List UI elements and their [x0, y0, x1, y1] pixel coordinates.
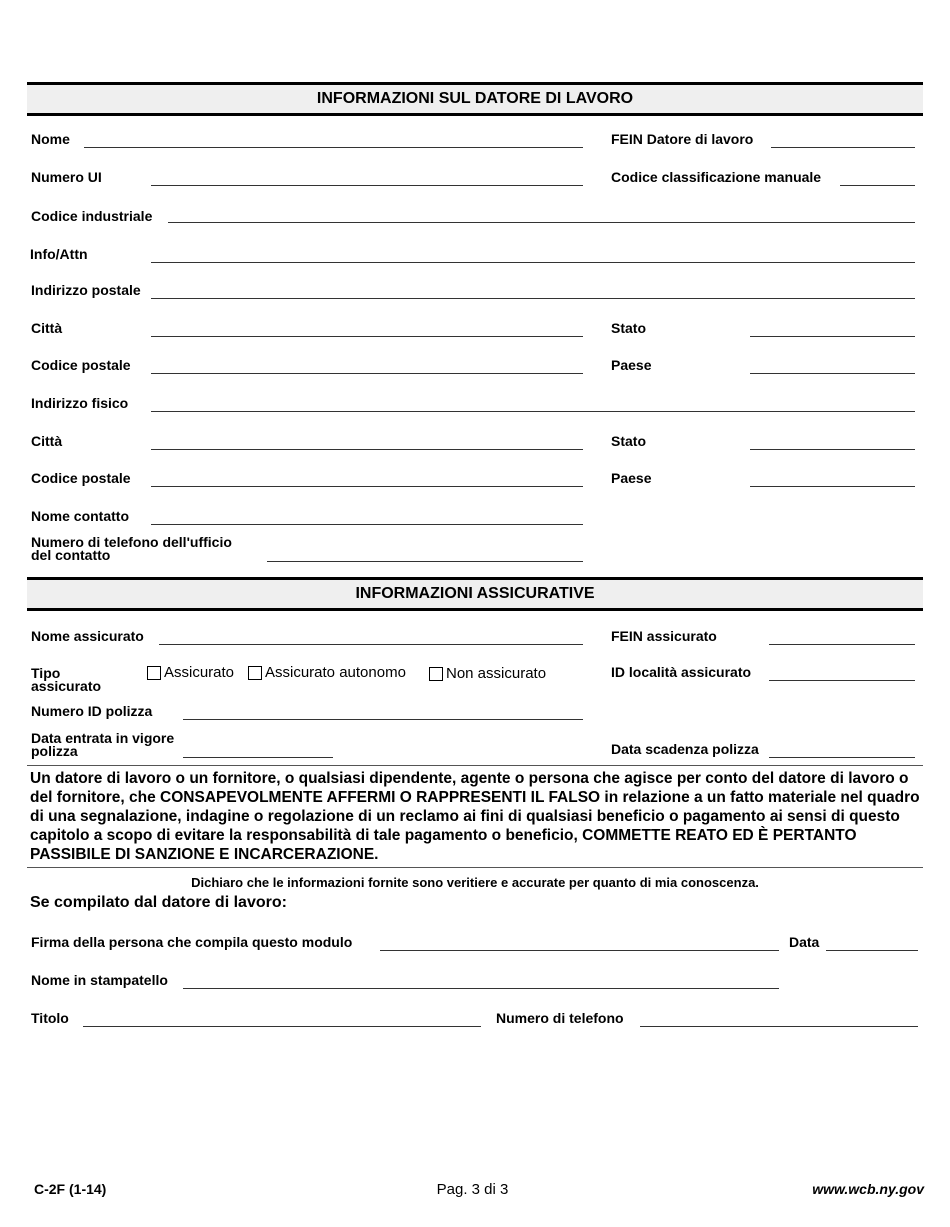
- option-self-insured-label: Assicurato autonomo: [265, 664, 406, 681]
- signature-field[interactable]: [380, 950, 779, 951]
- warning-bottom-rule: [27, 867, 923, 868]
- warning-top-rule: [27, 765, 923, 766]
- mailing-address-label: Indirizzo postale: [31, 282, 141, 298]
- insured-type-label-line2: assicurato: [31, 678, 102, 694]
- info-attn-label: Info/Attn: [30, 246, 88, 262]
- printed-name-label: Nome in stampatello: [31, 972, 168, 988]
- printed-name-field[interactable]: [183, 988, 779, 989]
- page-number: Pag. 3 di 3: [436, 1181, 509, 1198]
- policy-id-field[interactable]: [183, 719, 583, 720]
- contact-phone-label-line1: Numero di telefono dell'ufficio: [31, 534, 232, 550]
- signature-section-heading: Se compilato dal datore di lavoro:: [30, 894, 287, 911]
- website-link[interactable]: www.wcb.ny.gov: [812, 1181, 924, 1197]
- phone-label: Numero di telefono: [496, 1010, 624, 1026]
- physical-city-field[interactable]: [151, 449, 583, 450]
- mailing-country-field[interactable]: [750, 373, 915, 374]
- mailing-city-field[interactable]: [151, 336, 583, 337]
- effective-date-field[interactable]: [183, 757, 333, 758]
- insured-type-label: [31, 667, 101, 693]
- mailing-state-label: Stato: [611, 320, 646, 336]
- physical-postal-code-label: Codice postale: [31, 470, 131, 486]
- employer-name-label: Nome: [31, 131, 70, 147]
- date-label: Data: [789, 934, 820, 950]
- expiration-date-field[interactable]: [769, 757, 915, 758]
- checkbox-insured[interactable]: [147, 666, 161, 680]
- mailing-city-label: Città: [31, 320, 63, 336]
- employer-fein-field[interactable]: [771, 147, 915, 148]
- declaration-text: Dichiaro che le informazioni fornite sono veritiere e accurate per quanto di mia conoscenza.: [191, 875, 759, 890]
- insured-fein-field[interactable]: [769, 644, 915, 645]
- manual-class-code-label: Codice classificazione manuale: [611, 169, 822, 185]
- employer-fein-label: FEIN Datore di lavoro: [611, 131, 754, 147]
- option-insured[interactable]: [147, 664, 234, 682]
- title-field[interactable]: [83, 1026, 481, 1027]
- insured-name-field[interactable]: [159, 644, 583, 645]
- physical-state-field[interactable]: [750, 449, 915, 450]
- form-id: C-2F (1-14): [34, 1181, 107, 1197]
- physical-address-field[interactable]: [151, 411, 915, 412]
- mailing-country-label: Paese: [611, 357, 652, 373]
- insured-location-id-field[interactable]: [769, 680, 915, 681]
- checkbox-self-insured[interactable]: [248, 666, 262, 680]
- industry-code-label: Codice industriale: [31, 208, 153, 224]
- employer-section-header: INFORMAZIONI SUL DATORE DI LAVORO: [27, 82, 923, 116]
- effective-date-label-line1: Data entrata in vigore: [31, 730, 175, 746]
- option-self-insured[interactable]: [248, 664, 406, 682]
- contact-phone-label: [31, 536, 232, 562]
- option-non-insured[interactable]: [429, 665, 546, 683]
- date-field[interactable]: [826, 950, 918, 951]
- checkbox-non-insured[interactable]: [429, 667, 443, 681]
- expiration-date-label: Data scadenza polizza: [611, 741, 759, 757]
- physical-country-label: Paese: [611, 470, 652, 486]
- mailing-postal-code-field[interactable]: [151, 373, 583, 374]
- industry-code-field[interactable]: [168, 222, 915, 223]
- policy-id-label: Numero ID polizza: [31, 703, 153, 719]
- title-label: Titolo: [31, 1010, 69, 1026]
- physical-postal-code-field[interactable]: [151, 486, 583, 487]
- manual-class-code-field[interactable]: [840, 185, 915, 186]
- mailing-postal-code-label: Codice postale: [31, 357, 131, 373]
- contact-phone-label-line2: del contatto: [31, 547, 111, 563]
- mailing-address-field[interactable]: [151, 298, 915, 299]
- effective-date-label: [31, 732, 174, 758]
- ui-number-field[interactable]: [151, 185, 583, 186]
- fraud-warning: Un datore di lavoro o un fornitore, o qualsiasi dipendente, agente o persona che agisce per conto del datore di lavoro o del fornitore, che CONSAPEVOLMENTE AFFERMI O RAPPRESENTI IL FALSO in relazione a un fatto materiale nel quadro di una segnalazione, indagine o regolazione di un reclamo ai fini di qualsiasi beneficio o pagamento ai sensi di questo capitolo a scopo di evitare la responsabilità di tale pagamento o beneficio, COMMETTE REATO ED È PERTANTO PASSIBILE DI SANZIONE E INCARCERAZIONE.: [30, 770, 920, 863]
- effective-date-label-line2: polizza: [31, 743, 78, 759]
- contact-phone-field[interactable]: [267, 561, 583, 562]
- insured-name-label: Nome assicurato: [31, 628, 144, 644]
- signature-label: Firma della persona che compila questo modulo: [31, 934, 353, 950]
- employer-name-field[interactable]: [84, 147, 583, 148]
- option-insured-label: Assicurato: [164, 664, 235, 681]
- option-non-insured-label: Non assicurato: [446, 665, 547, 682]
- contact-name-field[interactable]: [151, 524, 583, 525]
- physical-city-label: Città: [31, 433, 63, 449]
- contact-name-label: Nome contatto: [31, 508, 129, 524]
- insured-location-id-label: ID località assicurato: [611, 664, 752, 680]
- mailing-state-field[interactable]: [750, 336, 915, 337]
- insured-type-label-line1: Tipo: [31, 665, 61, 681]
- physical-address-label: Indirizzo fisico: [31, 395, 129, 411]
- physical-country-field[interactable]: [750, 486, 915, 487]
- ui-number-label: Numero UI: [31, 169, 102, 185]
- insured-fein-label: FEIN assicurato: [611, 628, 717, 644]
- insurance-section-header: INFORMAZIONI ASSICURATIVE: [27, 577, 923, 611]
- phone-field[interactable]: [640, 1026, 918, 1027]
- physical-state-label: Stato: [611, 433, 646, 449]
- info-attn-field[interactable]: [151, 262, 915, 263]
